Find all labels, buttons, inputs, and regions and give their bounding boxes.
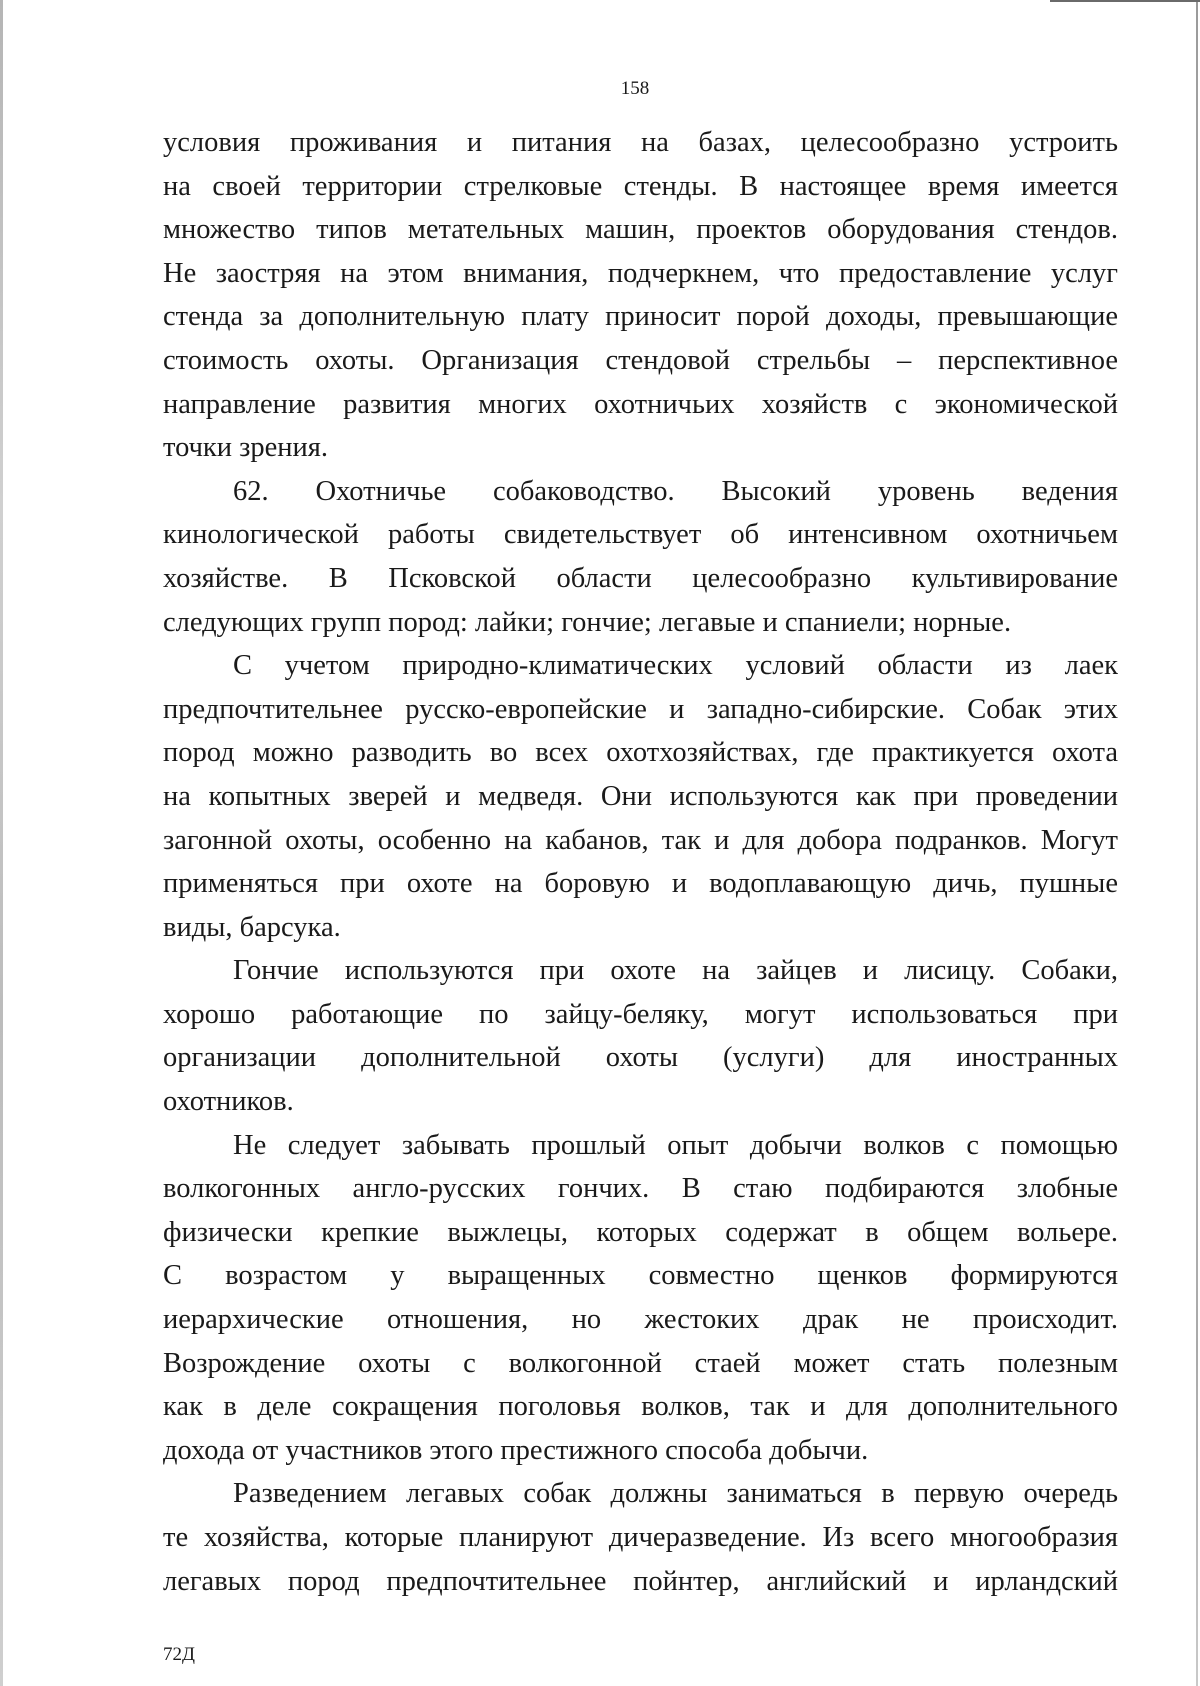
- paragraph: [163, 470, 1118, 644]
- text-line: предпочтительнее русско-европейские и западно-сибирские. Собак этих: [163, 693, 1118, 725]
- text-line: Возрождение охоты с волкогонной стаей может стать полезным: [163, 1347, 1118, 1379]
- body-text: [163, 121, 1118, 1603]
- text-line: иерархические отношения, но жестоких драк не происходит.: [163, 1304, 1118, 1336]
- text-line: на копытных зверей и медведя. Они используются как при проведении: [163, 780, 1118, 812]
- text-line: физически крепкие выжлецы, которых содержат в общем вольере.: [163, 1216, 1118, 1248]
- text-line: виды, барсука.: [163, 911, 341, 943]
- text-line: загонной охоты, особенно на кабанов, так и для добора подранков. Могут: [163, 824, 1118, 856]
- text-line: волкогонных англо-русских гончих. В стаю подбираются злобные: [163, 1173, 1118, 1205]
- text-line: пород можно разводить во всех охотхозяйствах, где практикуется охота: [163, 737, 1118, 769]
- scan-edge-right: [1196, 0, 1198, 1686]
- text-line: те хозяйства, которые планируют дичеразведение. Из всего многообразия: [163, 1522, 1118, 1553]
- text-line: С возрастом у выращенных совместно щенков формируются: [163, 1260, 1118, 1292]
- text-line: следующих групп пород: лайки; гончие; легавые и спаниели; норные.: [163, 606, 1012, 638]
- text-line: легавых пород предпочтительнее пойнтер, английский и ирландский: [163, 1565, 1118, 1597]
- paragraph: [163, 949, 1118, 1123]
- text-line: дохода от участников этого престижного способа добычи.: [163, 1434, 869, 1466]
- text-line: стенда за дополнительную плату приносит порой доходы, превышающие: [163, 301, 1118, 333]
- text-line: стоимость охоты. Организация стендовой стрельбы – перспективное: [163, 344, 1118, 376]
- paragraph: [163, 1472, 1118, 1603]
- text-line: С учетом природно-климатических условий области из лаек: [233, 650, 1118, 682]
- paragraph: [163, 1124, 1118, 1473]
- text-line: условия проживания и питания на базах, целесообразно устроить: [163, 127, 1118, 158]
- text-line: Не заостряя на этом внимания, подчеркнем, что предоставление услуг: [163, 257, 1118, 289]
- text-line: применяться при охоте на боровую и водоплавающую дичь, пушные: [163, 868, 1118, 900]
- text-line: хорошо работающие по зайцу-беляку, могут использоваться при: [163, 998, 1118, 1030]
- text-line: на своей территории стрелковые стенды. В настоящее время имеется: [163, 170, 1118, 202]
- text-line: хозяйстве. В Псковской области целесообразно культивирование: [163, 562, 1118, 594]
- text-line: Гончие используются при охоте на зайцев и лисицу. Собаки,: [233, 955, 1118, 987]
- page-number: 158: [620, 78, 650, 99]
- text-line: как в деле сокращения поголовья волков, так и для дополнительного: [163, 1391, 1118, 1423]
- scan-edge-left: [0, 0, 3, 1686]
- text-line: множество типов метательных машин, проектов оборудования стендов.: [163, 214, 1118, 246]
- text-line: кинологической работы свидетельствует об интенсивном охотничьем: [163, 519, 1118, 551]
- text-line: направление развития многих охотничьих хозяйств с экономической: [163, 388, 1118, 420]
- text-line: Разведением легавых собак должны заниматься в первую очередь: [233, 1478, 1118, 1510]
- text-line: организации дополнительной охоты (услуги) для иностранных: [163, 1042, 1118, 1074]
- text-line: 62. Охотничье собаководство. Высокий уровень ведения: [233, 475, 1118, 507]
- paragraph: [163, 121, 1118, 470]
- text-line: точки зрения.: [163, 432, 329, 464]
- text-line: охотников.: [163, 1086, 294, 1118]
- footer-code: 72Д: [163, 1644, 195, 1665]
- paragraph: [163, 644, 1118, 949]
- scan-edge-top: [1050, 0, 1200, 2]
- text-line: Не следует забывать прошлый опыт добычи волков с помощью: [233, 1129, 1118, 1161]
